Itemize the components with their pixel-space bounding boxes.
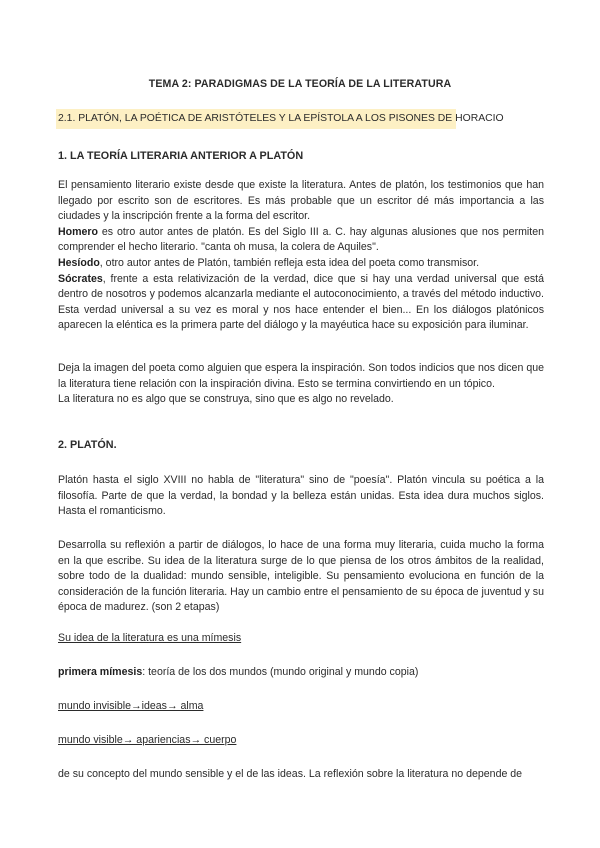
paragraph-poeta	[58, 361, 544, 408]
socrates-text: , frente a esta relativización de la verdad, dice que si hay una verdad universal que está dentro de nosotros y podemos alcanzarla mediante el autoconocimiento, a través del método inductivo. Esta verdad universal a su vez es moral y nos hace entender el bien... En los diálogos platónicos aparecen la eléntica es la primera parte del diálogo y la mayéutica hace su exposición para iluminar.	[58, 272, 544, 332]
intro-text: El pensamiento literario existe desde que existe la literatura. Antes de platón, los testimonios que han llegado por escrito son de escritores. Es más probable que un escritor dé más importancia a las ciudades y la inscripción frente a la forma del escritor.	[58, 179, 544, 223]
hesiodo-text: , otro autor antes de Platón, también refleja esta idea del poeta como transmisor.	[99, 256, 480, 269]
mundo-invisible: mundo invisible→ideas→ alma	[58, 700, 204, 712]
section-highlight	[56, 109, 504, 129]
heading-platon: 2. PLATÓN.	[58, 439, 117, 451]
no-revelado-text: La literatura no es algo que se construya, sino que es algo no revelado.	[58, 393, 394, 406]
homero-paragraph	[58, 225, 544, 256]
primera-mimesis-line	[58, 665, 544, 681]
paragraph-platon-1: Platón hasta el siglo XVIII no habla de "literatura" sino de "poesía". Platón vincula su poética a la filosofía. Parte de que la verdad, la bondad y la belleza están unidas. Esta idea dura muchos siglos. Hasta el romanticismo.	[58, 474, 544, 518]
primera-mimesis-text: : teoría de los dos mundos (mundo original y mundo copia)	[142, 666, 419, 678]
socrates-paragraph	[58, 272, 544, 334]
homero-name: Homero	[58, 225, 99, 238]
socrates-name: Sócrates	[58, 272, 103, 285]
section-highlight-text: 2.1. PLATÓN, LA POÉTICA DE ARISTÓTELES Y LA EPÍSTOLA A LOS PISONES DE HORACIO	[58, 113, 504, 124]
hesiodo-paragraph	[58, 256, 544, 272]
homero-text: es otro autor antes de platón. Es del Siglo III a. C. hay algunas alusiones que nos permiten comprender el hecho literario. "canta oh musa, la colera de Aquiles".	[58, 225, 544, 254]
mundo-visible: mundo visible→ apariencias→ cuerpo	[58, 734, 237, 746]
mimesis-heading: Su idea de la literatura es una mímesis	[58, 632, 242, 644]
paragraph-last: de su concepto del mundo sensible y el de las ideas. La reflexión sobre la literatura no depende de	[58, 768, 523, 780]
document-title: TEMA 2: PARADIGMAS DE LA TEORÍA DE LA LITERATURA	[148, 78, 452, 90]
heading-teoria-anterior: 1. LA TEORÍA LITERARIA ANTERIOR A PLATÓN	[58, 150, 304, 162]
paragraph-platon-2: Desarrolla su reflexión a partir de diálogos, lo hace de una forma muy literaria, cuida mucho la forma en la que escribe. Su idea de la literatura surge de lo que piensa de los otros ámbitos de la realidad, sobre todo de la dualidad: mundo sensible, inteligible. Su pensamiento evoluciona en función de la consideración de la función literaria. Hay un cambio entre el pensamiento de su época de juventud y su época de madurez. (son 2 etapas)	[58, 539, 544, 614]
poeta-text: Deja la imagen del poeta como alguien que espera la inspiración. Son todos indicios que nos dicen que la literatura tiene relación con la inspiración divina. Esto se termina convirtiendo en un tópico.	[58, 362, 544, 390]
hesiodo-name: Hesíodo	[58, 256, 100, 269]
primera-mimesis-label: primera mímesis	[58, 666, 143, 678]
paragraph-intro	[58, 178, 544, 334]
